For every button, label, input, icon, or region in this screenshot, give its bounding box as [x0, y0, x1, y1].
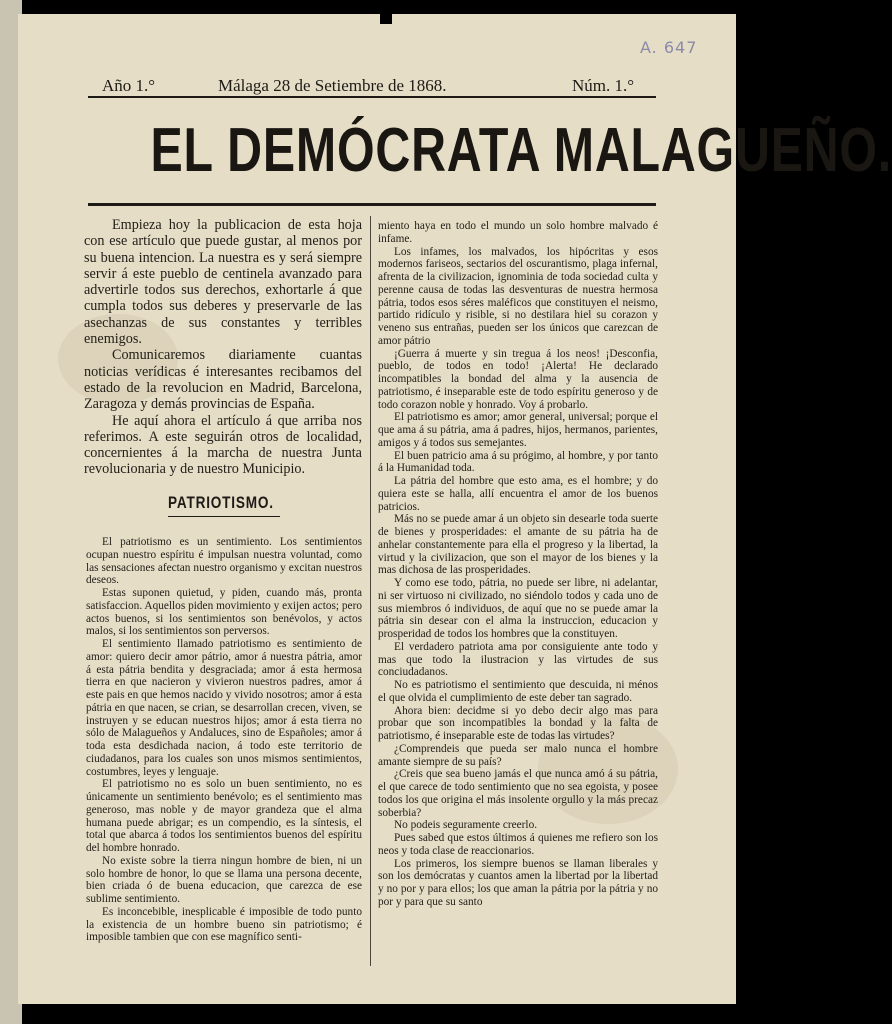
article-paragraph: Pues sabed que estos últimos á quienes me refiero son los neos y toda clase de reaccionarios. — [378, 832, 658, 857]
article-paragraph: El patriotismo es un sentimiento. Los sentimientos ocupan nuestro espíritu é impulsan nuestra voluntad, como las sensaciones afectan nuestro organismo y excitan nuestros deseos. — [86, 536, 362, 587]
article-paragraph: Es inconcebible, inesplicable é imposible de todo punto la existencia de un hombre bueno sin patriotismo; é imposible tambien que con ese magnífico senti- — [86, 905, 362, 944]
intro-column — [84, 217, 362, 478]
issue-number: Núm. 1.° — [572, 76, 635, 95]
article-paragraph: No podeis seguramente creerlo. — [394, 819, 538, 832]
article-paragraph: El patriotismo es amor; amor general, universal; porque el que ama á su pátria, ama á padres, hijos, hermanos, parientes, amigos y á todos sus semejantes. — [378, 411, 658, 449]
masthead-rule — [88, 96, 656, 98]
intro-paragraph: He aquí ahora el artículo á que arriba nos referimos. A este seguirán otros de localidad, concernientes á la marcha de nuestra Junta revolucionaria y de nuestro Municipio. — [84, 412, 362, 478]
article-paragraph: ¿Comprendeis que pueda ser malo nunca el hombre amante siempre de su país? — [378, 742, 658, 768]
article-left-column — [86, 536, 362, 944]
article-paragraph: Estas suponen quietud, y piden, cuando más, pronta satisfaccion. Aquellos piden movimiento y exijen actos; pero actos buenos, si los sentimientos son benévolos, y actos malos, si los sentimientos son perversos. — [86, 587, 362, 638]
article-paragraph: ¡Guerra á muerte y sin tregua á los neos! ¡Desconfia, pueblo, de todos en todo! ¡Alerta! He declarado incompatibles la bondad del alma y la ausencia de patriotismo, é inseparable este de todo espíritu generoso y de todo corazon noble y honrado. Voy á probarlo. — [378, 347, 658, 411]
article-right-column — [378, 220, 658, 909]
article-paragraph: Ahora bien: decidme si yo debo decir algo mas para probar que son incompatibles la bondad y la falta de patriotismo, é inseparable este de todas las virtudes? — [378, 704, 658, 742]
article-paragraph: La pátria del hombre que esto ama, es el hombre; y do quiera este se halla, allí encuentra el amor de los buenos patricios. — [378, 475, 658, 513]
heading-underline — [168, 516, 280, 517]
article-paragraph: El verdadero patriota ama por consiguiente ante todo y mas que todo la ilustracion y las virtudes de sus conciudadanos. — [378, 640, 658, 679]
article-paragraph: Los infames, los malvados, los hipócritas y esos modernos fariseos, sectarios del oscurantismo, plaga infernal, afrenta de la civilizacion, ignominia de toda sociedad culta y perenne causa de todas las desventuras de nuestra hermosa pátria, todos esos séres maléficos que constituyen el neismo, partido ridículo y risible, si no destilara hiel su corazon y veneno sus entrañas, pueden ser los únicos que carezcan de amor pátrio — [378, 245, 658, 347]
article-paragraph: No existe sobre la tierra ningun hombre de bien, ni un solo hombre de honor, lo que se llama una persona decente, bien criada ó de buena educacion, que carezca de ese sublime sentimiento. — [86, 854, 362, 905]
paper-tear — [380, 14, 392, 24]
article-paragraph: No es patriotismo el sentimiento que descuida, ni ménos el que olvida el cumplimiento de este deber tan sagrado. — [378, 679, 658, 704]
article-paragraph: Y como ese todo, pátria, no puede ser libre, ni adelantar, ni ser virtuoso ni civilizado, no siéndolo todos y cada uno de sus miembros ó individuos, de aquí que no se puede amar la pátria sin desear con el alma la instruccion, educacion y prosperidad de todos los hombres que la constituyen. — [378, 577, 658, 640]
article-paragraph: El sentimiento llamado patriotismo es sentimiento de amor: quiero decir amor pátrio, amor á nuestra pátria, amor á esta pátria bendita y desgraciada; amor á esta hermosa tierra en que nacieron y vivieron nuestros padres, amor á este pais en que hemos nacido y vivido nosotros; amor á esta pátria en que nacen, se crian, se desarrollan crecen, viven, se instruyen y se educan nuestros hijos; amor á esta tierra no sólo de Malagueños y Andaluces, sino de Españoles; amor á toda esta desdichada nacion, á todo este territorio de ciudadanos, para los cuales son unos mismos sentimientos, costumbres, leyes y lenguaje. — [86, 638, 362, 778]
intro-paragraph: Empieza hoy la publicacion de esta hoja con ese artículo que puede gustar, al menos por su buena intencion. La nuestra es y será siempre servir á este pueblo de centinela avanzado para advertirle todos sus derechos, exhortarle á que cumpla todos sus deberes y preservarle de las asechanzas de sus constantes y terribles enemigos. — [84, 217, 362, 348]
article-paragraph: El buen patricio ama á su prógimo, al hombre, y por tanto á la Humanidad toda. — [378, 449, 658, 475]
article-heading: PATRIOTISMO. — [168, 493, 274, 512]
article-paragraph: Los primeros, los siempre buenos se llaman liberales y son los demócratas y cuantos amen la libertad por la libertad y no por y para ellos; los que aman la pátria por la pátria y no por y para que su santo — [378, 857, 658, 908]
dateline: Málaga 28 de Setiembre de 1868. — [218, 76, 447, 95]
intro-paragraph: Comunicaremos diariamente cuantas noticias verídicas é interesantes recibamos del estado de la revolucion en Madrid, Barcelona, Zaragoza y demás provincias de España. — [84, 347, 362, 413]
article-paragraph: ¿Creis que sea bueno jamás el que nunca amó á su pátria, el que carece de todo sentimiento que no sea egoista, y posee todos los que origina el más insolente orgullo y la más precaz soberbia? — [378, 768, 658, 819]
title-rule — [88, 203, 656, 206]
year-label: Año 1.° — [102, 76, 156, 95]
article-paragraph: miento haya en todo el mundo un solo hombre malvado é infame. — [378, 220, 658, 245]
article-paragraph: Más no se puede amar á un objeto sin desearle toda suerte de bienes y prosperidades: el amante de su pátria ha de anhelar constantemente para ella el progreso y la libertad, la virtud y la civilizacion, que son el mayor de los bienes y la mas dichosa de las prosperidades. — [378, 513, 658, 577]
column-divider — [370, 216, 371, 966]
article-paragraph: El patriotismo no es solo un buen sentimiento, no es únicamente un sentimiento benévolo; es el sentimiento mas generoso, mas noble y de mayor grandeza que el alma humana puede abrigar; es un compendio, es la síntesis, el total que abarca á todos los sentimientos buenos del espíritu del hombre honrado. — [86, 778, 362, 854]
newspaper-title: EL DEMÓCRATA MALAGUEÑO. — [150, 116, 892, 185]
accession-mark: A. 647 — [640, 38, 698, 57]
